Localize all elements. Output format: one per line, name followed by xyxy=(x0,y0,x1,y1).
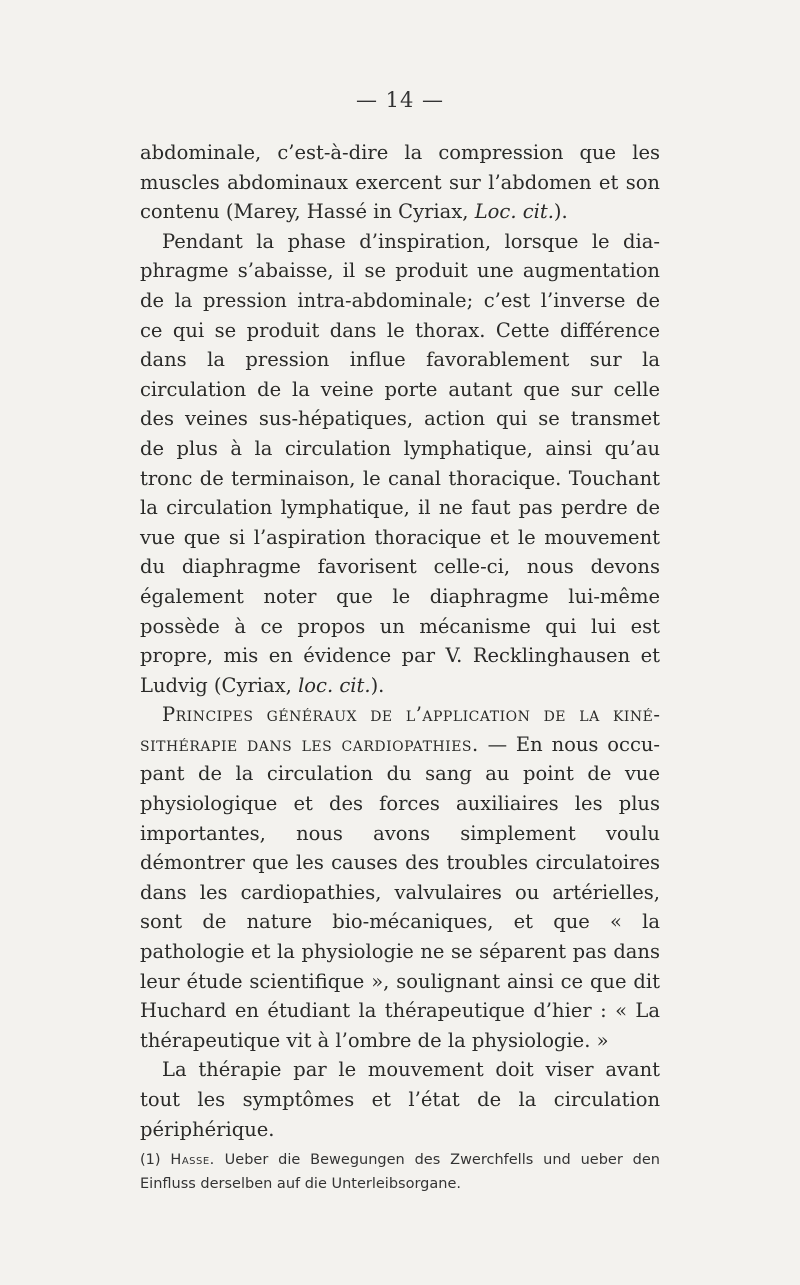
section-title: Principes généraux de l’application de la kinésithérapie dans les cardiopathies. xyxy=(140,703,660,756)
paragraph-2-end: ). xyxy=(370,673,385,697)
page-number: — 14 — xyxy=(355,88,445,112)
footnote-marker: (1) xyxy=(140,1152,171,1168)
paragraph-3-text: — En nous occupant de la circulation du sang au point de vue physiologique et des forces auxiliaires les plus importantes, nous avons simplement voulu démontrer que les causes des troubles circulatoires dans les cardiopathies, valvulaires ou artérielles, sont de nature bio-mécaniques, et que « la pathologie et la physiologie ne se séparent pas dans leur étude scientifique », soulignant ainsi ce que dit Huchard en étudiant la thérapeutique d’hier : « La thérapeutique vit à l’ombre de la physiologie. » xyxy=(140,732,661,1052)
body-text xyxy=(140,138,660,1144)
citation: loc. cit. xyxy=(298,673,371,697)
paragraph-2-text: Pendant la phase d’inspiration, lorsque le diaphragme s’abaisse, il se produit une augmentation de la pression intra-abdominale; c’est l’inverse de ce qui se produit dans le thorax. Cette différence dans la pression influe favorablement sur la circulation de la veine porte autant que sur celle des veines sus-hépatiques, action qui se transmet de plus à la circulation lymphatique, ainsi qu’au tronc de terminaison, le canal thoracique. Touchant la circulation lymphatique, il ne faut pas perdre de vue que si l’aspiration thoracique et le mouvement du diaphragme favorisent celle-ci, nous devons également noter que le diaphragme lui-même possède à ce propos un mécanisme qui lui est propre, mis en évidence par V. Recklinghausen et Ludvig (Cyriax, xyxy=(140,229,660,697)
footnote xyxy=(140,1148,660,1196)
footnote-text: Ueber die Bewegungen des Zwerchfells und ueber den Einfluss derselben auf die Unterleibsorgane. xyxy=(140,1152,660,1192)
paragraph-1-end: ). xyxy=(553,200,568,224)
citation: Loc. cit. xyxy=(474,200,554,224)
paragraph-2 xyxy=(140,227,660,701)
paragraph-3 xyxy=(140,700,660,1055)
paragraph-4: La thérapie par le mouvement doit viser avant tout les symptômes et l’état de la circulation périphérique. xyxy=(140,1058,660,1141)
paragraph-1 xyxy=(140,138,660,227)
footnote-author: Hasse. xyxy=(170,1152,215,1168)
paragraph-1-text: abdominale, c’est-à-dire la compression que les muscles abdominaux exercent sur l’abdomen et son contenu (Marey, Hassé in Cyriax, xyxy=(140,141,660,224)
